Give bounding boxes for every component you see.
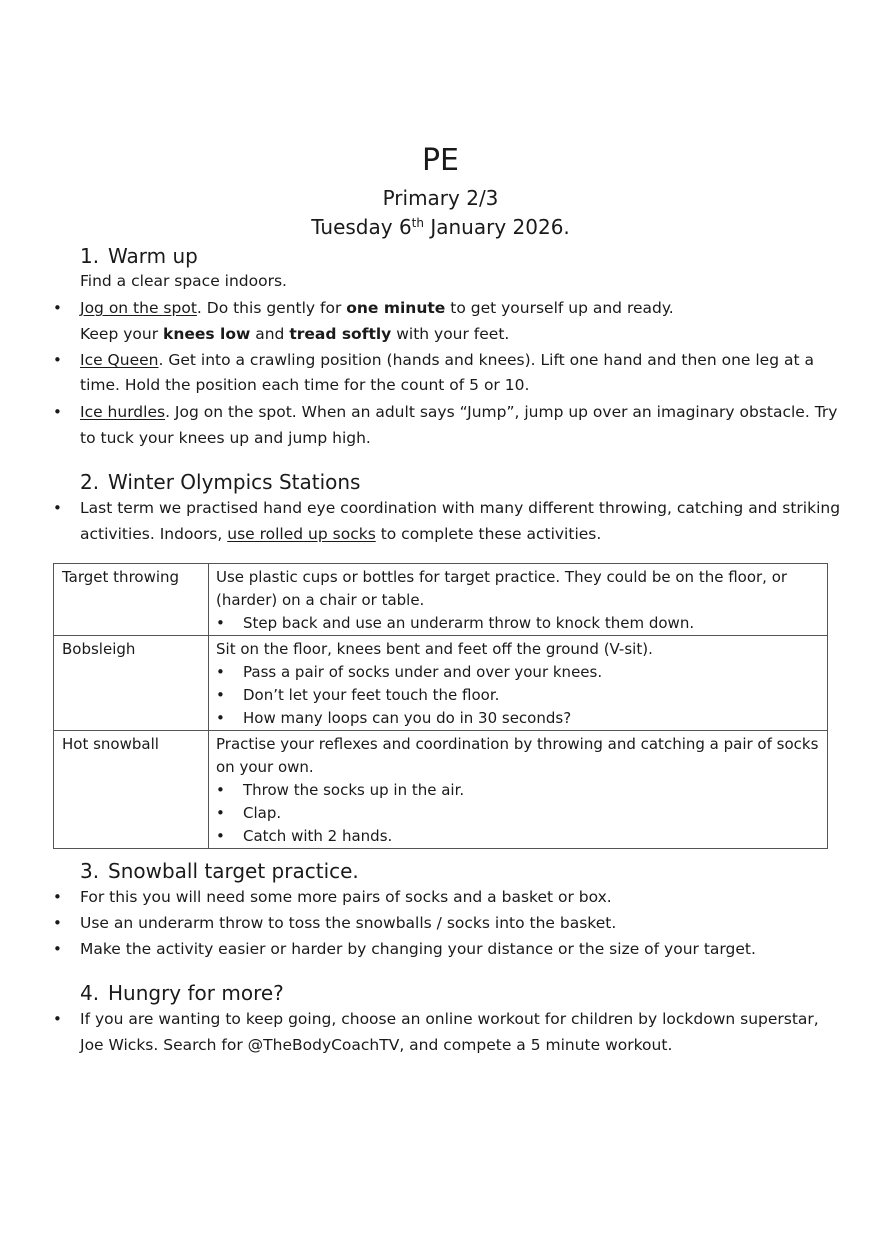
list-item: • How many loops can you do in 30 seconds? xyxy=(216,707,823,730)
list-item-ice-queen-line2: time. Hold the position each time for the count of 5 or 10. xyxy=(80,376,530,394)
bullet-icon: • xyxy=(216,663,225,681)
section-heading-warm-up: 1. Warm up xyxy=(80,244,198,268)
list-item: • Pass a pair of socks under and over your knees. xyxy=(216,661,823,684)
bullet-icon: • xyxy=(53,940,62,958)
section-heading-winter-olympics: 2. Winter Olympics Stations xyxy=(80,470,361,494)
bullet-icon: • xyxy=(53,1010,62,1028)
station-description: Practise your reflexes and coordination by throwing and catching a pair of socks on your own. • Throw the socks up in the air. • Clap. • Catch with 2 hands. xyxy=(209,731,828,849)
bullet-icon: • xyxy=(216,709,225,727)
list-item-socks: For this you will need some more pairs of socks and a basket or box. xyxy=(80,888,612,906)
warm-up-intro: Find a clear space indoors. xyxy=(80,272,287,290)
bullet-icon: • xyxy=(216,686,225,704)
station-name: Hot snowball xyxy=(54,731,209,849)
station-name: Bobsleigh xyxy=(54,636,209,731)
bullet-icon: • xyxy=(216,827,225,845)
bullet-icon: • xyxy=(53,299,62,317)
list-item: • Step back and use an underarm throw to knock them down. xyxy=(216,612,823,635)
bullet-icon: • xyxy=(53,914,62,932)
bullet-icon: • xyxy=(53,499,62,517)
list-item-jog-line2: Keep your knees low and tread softly with your feet. xyxy=(80,325,510,343)
bullet-icon: • xyxy=(53,351,62,369)
list-item-ice-hurdles-line2: to tuck your knees up and jump high. xyxy=(80,429,371,447)
section-heading-hungry: 4. Hungry for more? xyxy=(80,981,284,1005)
bullet-icon: • xyxy=(216,614,225,632)
list-item-last-term-line2: activities. Indoors, use rolled up socks to complete these activities. xyxy=(80,525,602,543)
bullet-icon: • xyxy=(53,888,62,906)
list-item-difficulty: Make the activity easier or harder by changing your distance or the size of your target. xyxy=(80,940,756,958)
list-item: • Don’t let your feet touch the floor. xyxy=(216,684,823,707)
list-item-last-term: Last term we practised hand eye coordination with many different throwing, catching and striking xyxy=(80,499,841,517)
bullet-icon: • xyxy=(216,804,225,822)
station-description: Sit on the floor, knees bent and feet off the ground (V-sit). • Pass a pair of socks under and over your knees. • Don’t let your feet touch the floor. • How many loops can you do in 30 seconds? xyxy=(209,636,828,731)
stations-table xyxy=(53,563,828,849)
lesson-date: Tuesday 6th January 2026. xyxy=(311,215,570,239)
section-heading-snowball: 3. Snowball target practice. xyxy=(80,859,359,883)
page-title: PE xyxy=(421,143,460,178)
class-name: Primary 2/3 xyxy=(382,186,499,210)
list-item-ice-hurdles: Ice hurdles. Jog on the spot. When an adult says “Jump”, jump up over an imaginary obstacle. Try xyxy=(80,403,838,421)
list-item: • Throw the socks up in the air. xyxy=(216,779,823,802)
bullet-icon: • xyxy=(216,781,225,799)
bullet-icon: • xyxy=(53,403,62,421)
list-item-underarm: Use an underarm throw to toss the snowballs / socks into the basket. xyxy=(80,914,617,932)
table-row xyxy=(54,564,828,636)
list-item: • Catch with 2 hands. xyxy=(216,825,823,848)
list-item-jog: Jog on the spot. Do this gently for one minute to get yourself up and ready. xyxy=(80,299,674,317)
station-description: Use plastic cups or bottles for target practice. They could be on the floor, or (harder) on a chair or table. • Step back and use an underarm throw to knock them down. xyxy=(209,564,828,636)
list-item: • Clap. xyxy=(216,802,823,825)
station-name: Target throwing xyxy=(54,564,209,636)
table-row xyxy=(54,731,828,849)
list-item-ice-queen: Ice Queen. Get into a crawling position (hands and knees). Lift one hand and then one leg at a xyxy=(80,351,814,369)
list-item-joe-wicks: If you are wanting to keep going, choose an online workout for children by lockdown superstar, xyxy=(80,1010,819,1028)
list-item-joe-wicks-line2: Joe Wicks. Search for @TheBodyCoachTV, and compete a 5 minute workout. xyxy=(80,1036,673,1054)
table-row xyxy=(54,636,828,731)
